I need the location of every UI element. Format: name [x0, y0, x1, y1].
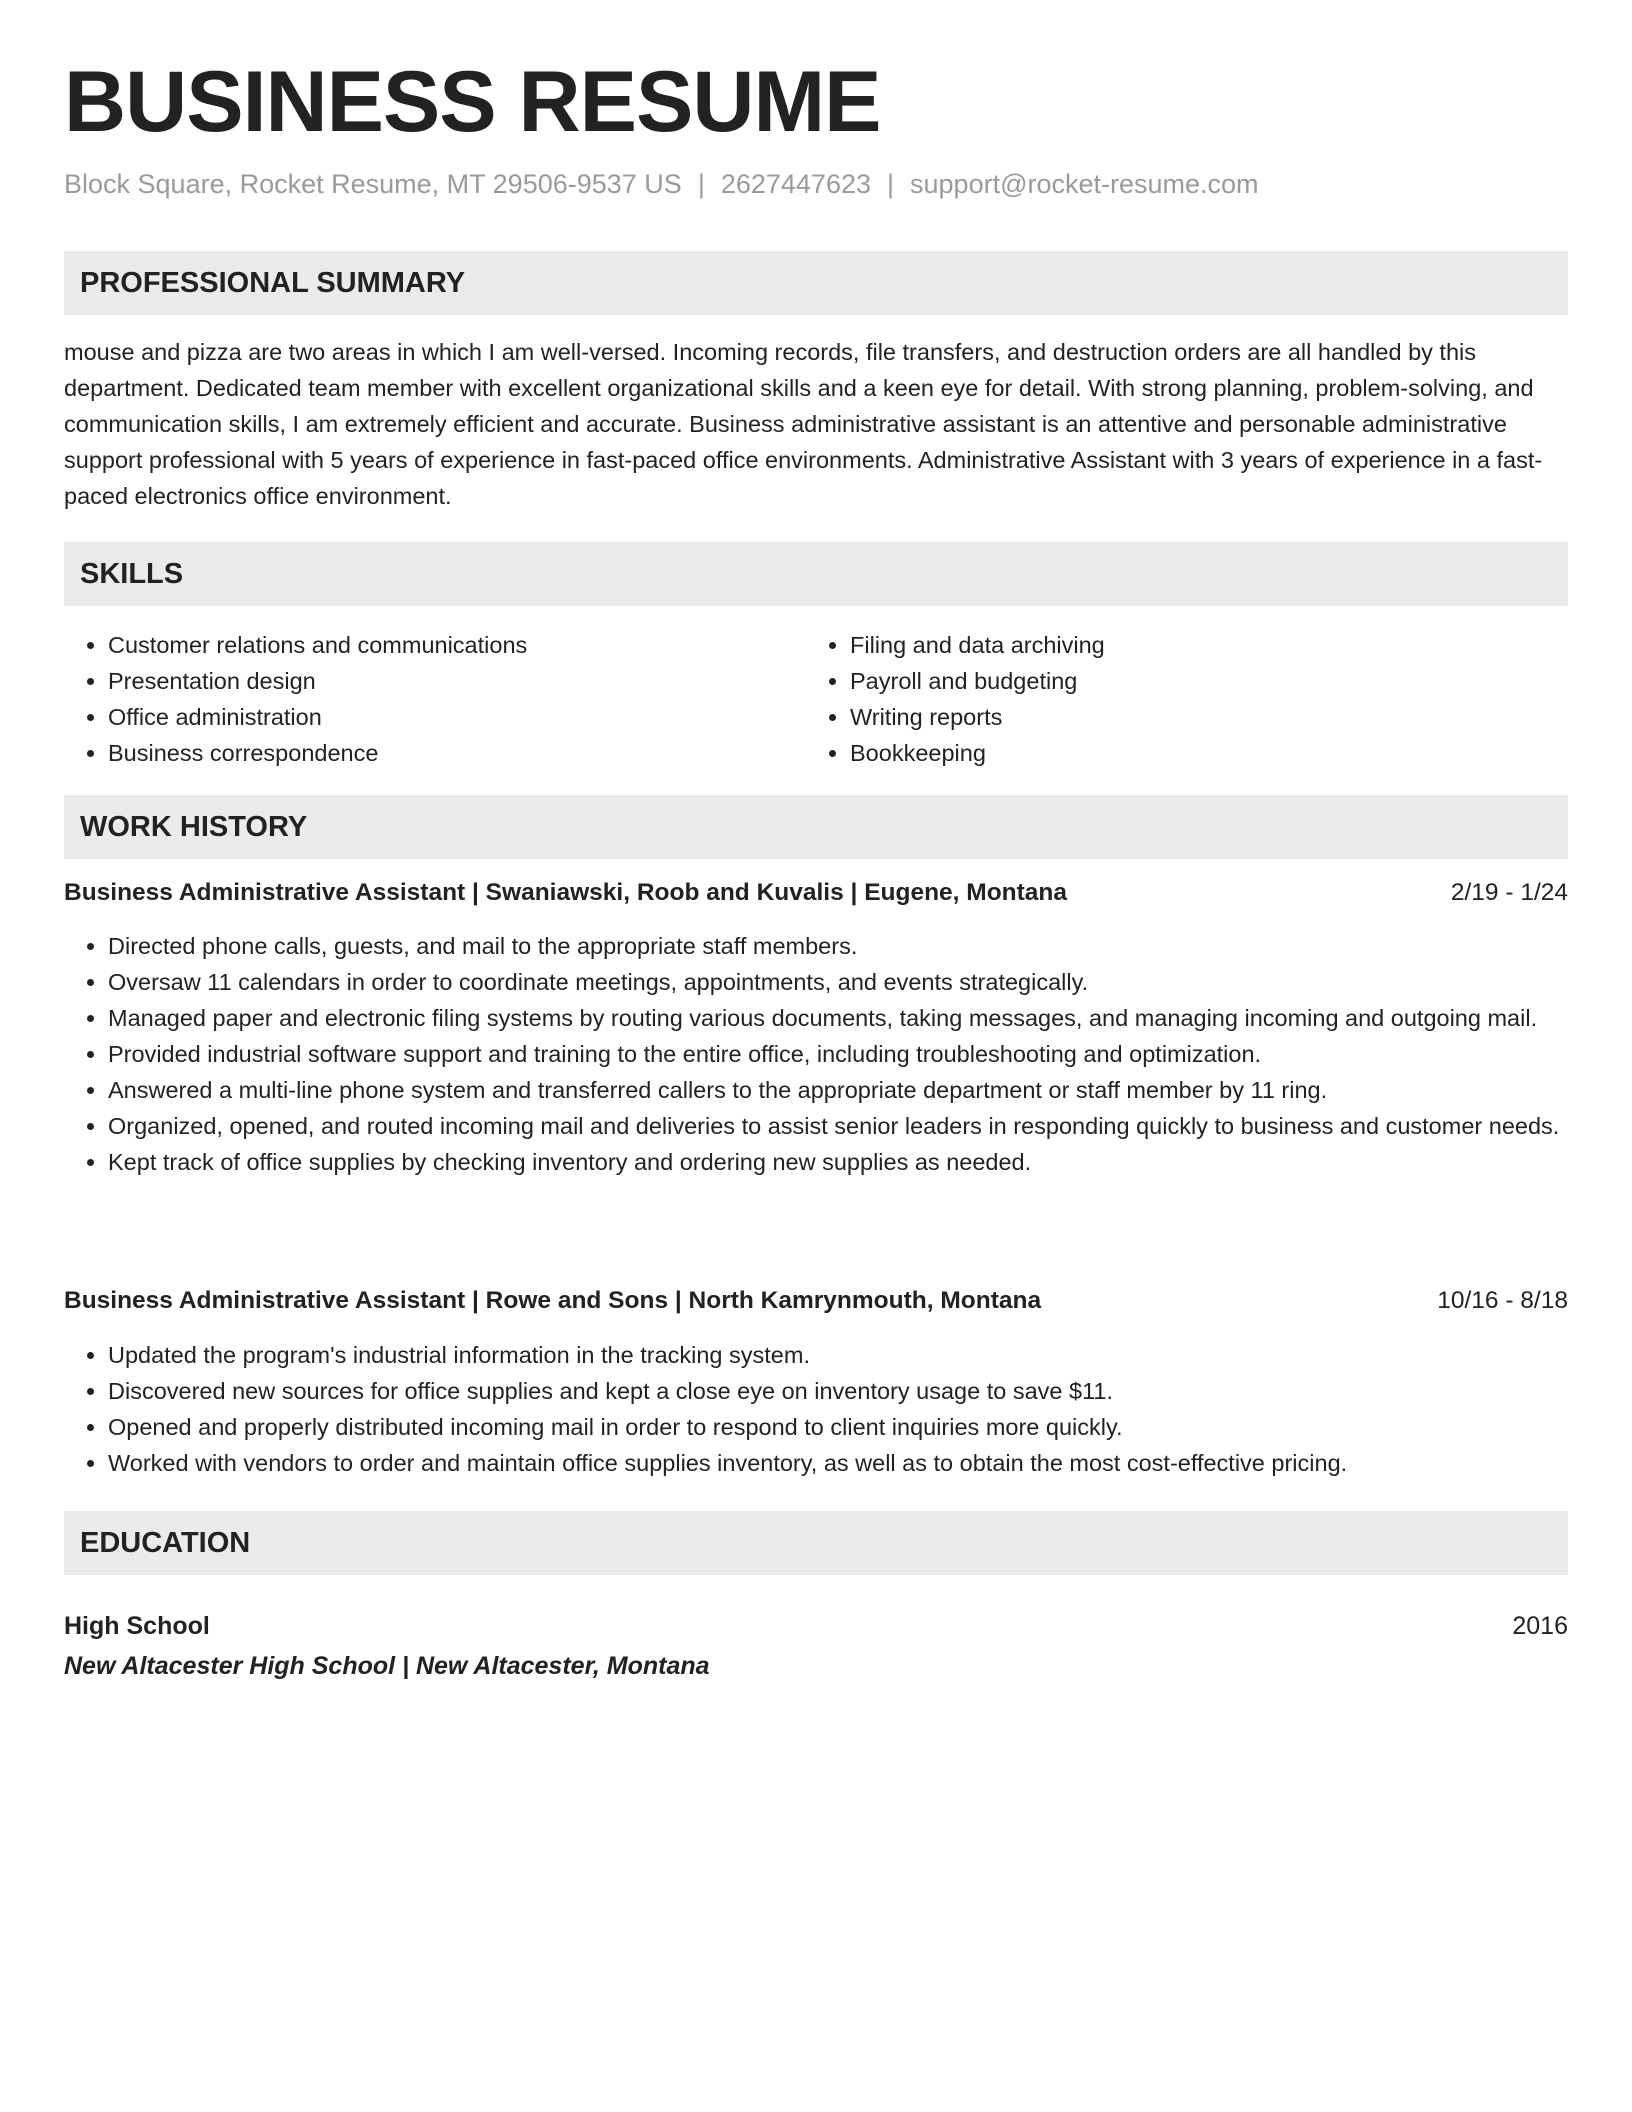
job-header	[64, 875, 1568, 911]
contact-separator: |	[887, 169, 895, 199]
job-bullet: • Updated the program's industrial information in the tracking system.	[108, 1337, 1568, 1373]
job-title: Business Administrative Assistant | Rowe and Sons | North Kamrynmouth, Montana	[64, 1287, 1042, 1314]
section-header-skills: SKILLS	[64, 542, 1568, 606]
job-bullet: • Opened and properly distributed incoming mail in order to respond to client inquiries more quickly.	[108, 1409, 1568, 1445]
job-bullet: • Managed paper and electronic filing systems by routing various documents, taking messages, and managing incoming and outgoing mail.	[108, 1000, 1568, 1036]
job-bullet: • Directed phone calls, guests, and mail to the appropriate staff members.	[108, 928, 1568, 964]
job-bullet: • Answered a multi-line phone system and transferred callers to the appropriate department or staff member by 11 ring.	[108, 1072, 1568, 1108]
job-title: Business Administrative Assistant | Swaniawski, Roob and Kuvalis | Eugene, Montana	[64, 879, 1068, 906]
contact-address: Block Square, Rocket Resume, MT 29506-9537 US	[64, 169, 682, 199]
skill-item: • Office administration	[108, 699, 806, 735]
education-header	[64, 1608, 1568, 1644]
contact-email: support@rocket-resume.com	[910, 169, 1259, 199]
skills-list	[64, 627, 1568, 771]
resume-title: BUSINESS RESUME	[64, 54, 881, 150]
job-bullet: • Discovered new sources for office supplies and kept a close eye on inventory usage to save $11.	[108, 1373, 1568, 1409]
job-bullets	[64, 1337, 1568, 1481]
contact-line	[64, 166, 1259, 202]
section-header-education: EDUCATION	[64, 1511, 1568, 1575]
contact-separator: |	[697, 169, 705, 199]
skill-item: • Bookkeeping	[850, 735, 1548, 771]
job-bullet: • Oversaw 11 calendars in order to coordinate meetings, appointments, and events strategically.	[108, 964, 1568, 1000]
job-bullet: • Kept track of office supplies by checking inventory and ordering new supplies as needed.	[108, 1144, 1568, 1180]
job-bullet: • Provided industrial software support and training to the entire office, including troubleshooting and optimization.	[108, 1036, 1568, 1072]
skill-item: • Writing reports	[850, 699, 1548, 735]
contact-phone: 2627447623	[720, 169, 871, 199]
job-header	[64, 1283, 1568, 1319]
skills-column-right	[806, 627, 1548, 771]
section-header-work-history: WORK HISTORY	[64, 795, 1568, 859]
skill-item: • Customer relations and communications	[108, 627, 806, 663]
job-bullet: • Worked with vendors to order and maintain office supplies inventory, as well as to obtain the most cost-effective pricing.	[108, 1445, 1568, 1481]
skill-item: • Presentation design	[108, 663, 806, 699]
summary-text: mouse and pizza are two areas in which I am well-versed. Incoming records, file transfers, and destruction orders are all handled by this department. Dedicated team member with excellent organizational skills and a keen eye for detail. With strong planning, problem-solving, and communication skills, I am extremely efficient and accurate. Business administrative assistant is an attentive and personable administrative support professional with 5 years of experience in fast-paced office environments. Administrative Assistant with 3 years of experience in a fast-paced electronics office environment.	[64, 339, 1543, 509]
job-bullets	[64, 928, 1568, 1180]
job-bullet: • Organized, opened, and routed incoming mail and deliveries to assist senior leaders in responding quickly to business and customer needs.	[108, 1108, 1568, 1144]
education-year: 2016	[1512, 1612, 1568, 1640]
skills-column-left	[64, 627, 806, 771]
job-dates: 10/16 - 8/18	[1437, 1287, 1568, 1314]
education-school: New Altacester High School | New Altacester, Montana	[64, 1652, 710, 1680]
skill-item: • Filing and data archiving	[850, 627, 1548, 663]
skill-item: • Payroll and budgeting	[850, 663, 1548, 699]
job-dates: 2/19 - 1/24	[1450, 879, 1568, 906]
education-degree: High School	[64, 1612, 210, 1640]
skill-item: • Business correspondence	[108, 735, 806, 771]
section-header-summary: PROFESSIONAL SUMMARY	[64, 251, 1568, 315]
